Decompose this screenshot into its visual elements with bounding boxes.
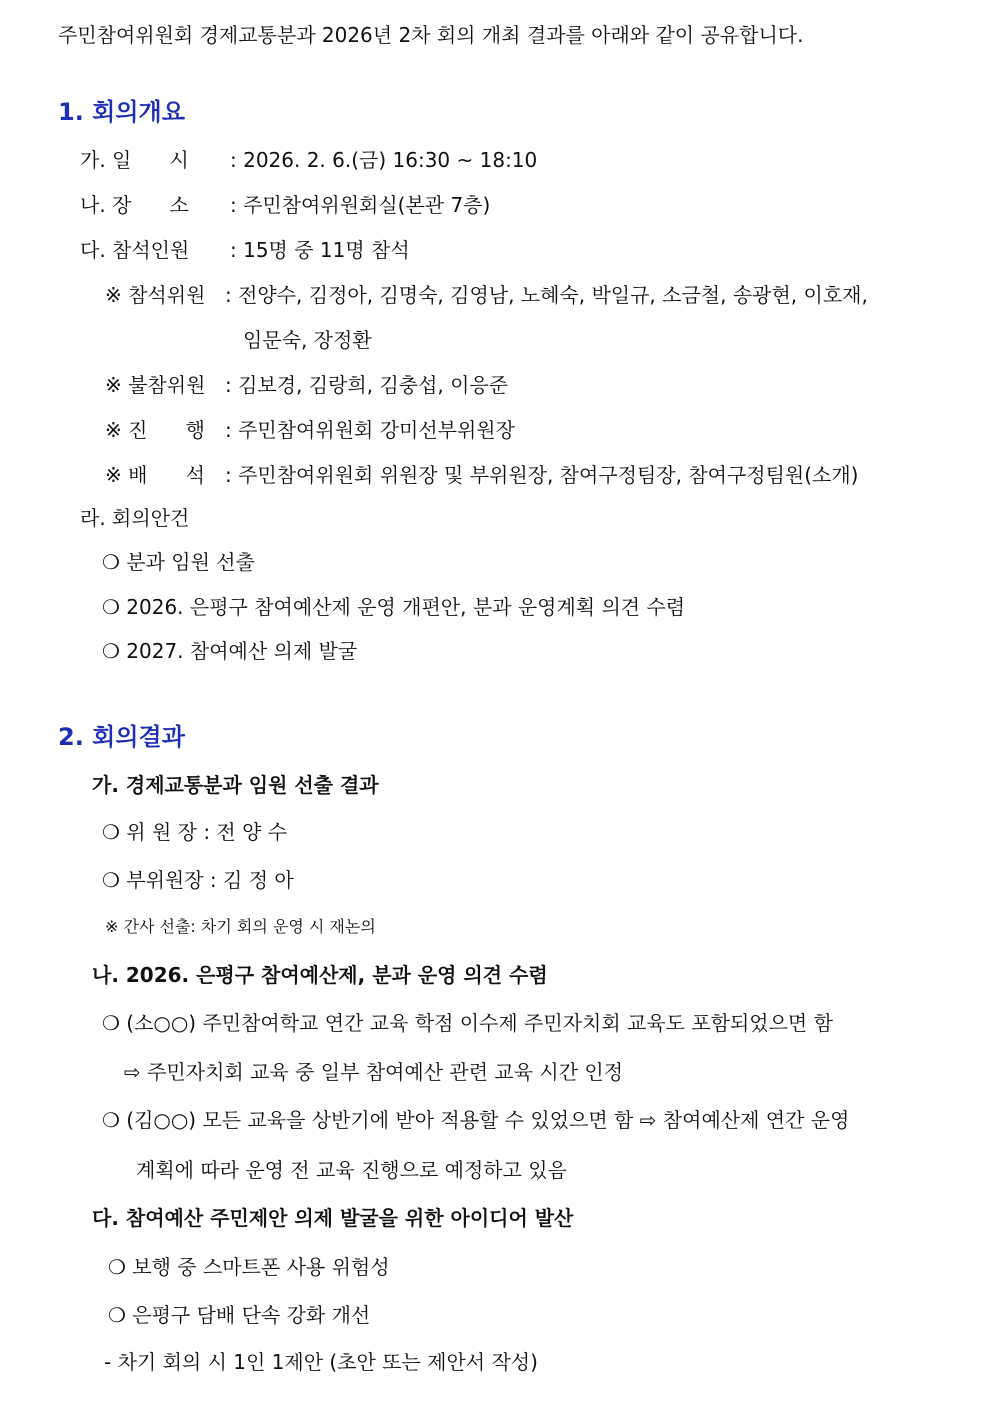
subsection-b-title: 나. 2026. 은평구 참여예산제, 분과 운영 의견 수렴 xyxy=(92,963,548,987)
place-value: : 주민참여위원회실(본관 7층) xyxy=(230,193,491,217)
secretary-note: ※ 간사 선출: 차기 회의 운영 시 재논의 xyxy=(105,917,376,936)
next-meeting-note: - 차기 회의 시 1인 1제안 (초안 또는 제안서 작성) xyxy=(104,1350,538,1374)
subsection-c-title: 다. 참여예산 주민제안 의제 발굴을 위한 아이디어 발산 xyxy=(92,1206,574,1230)
observers-label: ※ 배 석 xyxy=(105,463,205,487)
absent-label: ※ 불참위원 xyxy=(105,373,206,397)
intro-text: 주민참여위원회 경제교통분과 2026년 2차 회의 개최 결과를 아래와 같이 공유합니다. xyxy=(58,23,804,47)
absent-value: : 김보경, 김랑희, 김충섭, 이응준 xyxy=(225,373,509,397)
attendees-value: : 15명 중 11명 참석 xyxy=(230,238,410,262)
agenda-item: ❍ 2027. 참여예산 의제 발굴 xyxy=(102,639,358,663)
date-label: 가. 일 시 xyxy=(80,148,189,172)
absent-members-row xyxy=(105,375,508,395)
observers-value: : 주민참여위원회 위원장 및 부위원장, 참여구정팀장, 참여구정팀원(소개) xyxy=(225,463,859,487)
vice-chair-item: ❍ 부위원장 : 김 정 아 xyxy=(102,868,294,892)
date-value: : 2026. 2. 6.(금) 16:30 ~ 18:10 xyxy=(230,148,538,172)
moderator-value: : 주민참여위원회 강미선부위원장 xyxy=(225,418,515,442)
agenda-label: 라. 회의안건 xyxy=(80,506,190,530)
place-label: 나. 장 소 xyxy=(80,193,189,217)
opinion-item: ❍ (소○○) 주민참여학교 연간 교육 학점 이수제 주민자치회 교육도 포함되었으면 함 xyxy=(102,1011,833,1035)
present-members-cont: 임문숙, 장정환 xyxy=(243,328,372,352)
attendees-label: 다. 참석인원 xyxy=(80,238,190,262)
moderator-row xyxy=(105,420,515,440)
idea-item: ❍ 보행 중 스마트폰 사용 위험성 xyxy=(108,1255,390,1279)
present-value: : 전양수, 김정아, 김명숙, 김영남, 노혜숙, 박일규, 소금철, 송광현, 이호재, xyxy=(225,283,868,307)
opinion-item-cont: 계획에 따라 운영 전 교육 진행으로 예정하고 있음 xyxy=(136,1158,567,1182)
moderator-label: ※ 진 행 xyxy=(105,418,205,442)
agenda-item: ❍ 2026. 은평구 참여예산제 운영 개편안, 분과 운영계획 의견 수렴 xyxy=(102,595,686,619)
idea-item: ❍ 은평구 담배 단속 강화 개선 xyxy=(108,1303,371,1327)
section-1-heading: 1. 회의개요 xyxy=(58,98,185,126)
opinion-reply: ⇨ 주민자치회 교육 중 일부 참여예산 관련 교육 시간 인정 xyxy=(124,1060,624,1084)
present-members-row xyxy=(105,285,868,305)
agenda-item: ❍ 분과 임원 선출 xyxy=(102,550,255,574)
date-row xyxy=(80,150,537,170)
chair-item: ❍ 위 원 장 : 전 양 수 xyxy=(102,820,288,844)
attendees-row xyxy=(80,240,410,260)
opinion-item: ❍ (김○○) 모든 교육을 상반기에 받아 적용할 수 있었으면 함 ⇨ 참여예산제 연간 운영 xyxy=(102,1108,850,1132)
subsection-a-title: 가. 경제교통분과 임원 선출 결과 xyxy=(92,773,379,797)
section-2-heading: 2. 회의결과 xyxy=(58,723,185,751)
present-label: ※ 참석위원 xyxy=(105,283,206,307)
observers-row xyxy=(105,465,858,485)
place-row xyxy=(80,195,490,215)
